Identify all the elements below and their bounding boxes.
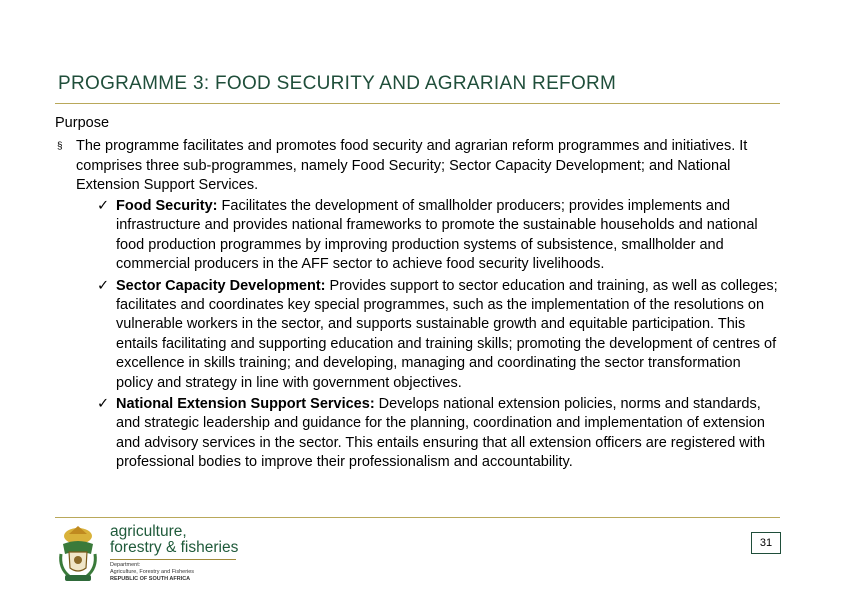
logo-line-forestry: forestry & fisheries [110, 539, 239, 556]
logo-line-agriculture: agriculture, [110, 523, 187, 540]
title-divider [55, 103, 780, 104]
purpose-bullet [55, 137, 780, 196]
department-logo [55, 522, 240, 586]
sub-programme-item [55, 277, 780, 393]
bullet-icon: § [57, 141, 63, 152]
page-number: 31 [751, 532, 781, 554]
purpose-heading: Purpose [55, 115, 110, 131]
logo-divider [110, 559, 236, 560]
sub-programme-heading: Food Security: [116, 198, 218, 214]
logo-department-label: Department: [110, 562, 141, 568]
sub-programme-text: Provides support to sector education and training, as well as colleges; facilitates and coordinates key special programmes, such as the implementation of the resolutions on vulnerable workers in the sector, and supports sustainable growth and equitable participation. This entails facilitating and supporting education and training skills; promoting the development of centres of excellence in skills training; and developing, managing and coordinating the sector transformation policy and strategy in line with government objectives. [116, 277, 778, 391]
checkmark-icon: ✓ [97, 277, 110, 294]
logo-department-name: Agriculture, Forestry and Fisheries [110, 569, 195, 575]
sub-programme-heading: National Extension Support Services: [116, 396, 375, 413]
sub-programme-text: Facilitates the development of smallholder producers; provides implements and infrastructure and provides national frameworks to promote the sustainable households and national food production programmes by improving production systems of subsistence, smallholder and commercial producers in the AFF sector to achieve food security livelihoods. [116, 198, 758, 273]
footer-divider [55, 517, 780, 518]
sub-programme-item [55, 197, 780, 275]
coat-of-arms-icon [55, 524, 101, 584]
sub-programme-text: Develops national extension policies, norms and standards, and strategic leadership and guidance for the planning, coordination and implementation of extension and advisory services in the sector. This entails ensuring that all extension officers are registered with professional bodies to improve their professionalism and accountability. [116, 396, 766, 471]
logo-country: REPUBLIC OF SOUTH AFRICA [110, 576, 191, 582]
purpose-bullet-text: The programme facilitates and promotes food security and agrarian reform programmes and initiatives. It comprises three sub-programmes, namely Food Security; Sector Capacity Development; and National Extension Support Services. [76, 138, 748, 193]
checkmark-icon: ✓ [97, 396, 110, 413]
sub-programme-heading: Sector Capacity Development: [116, 277, 326, 294]
sub-programme-item [55, 395, 780, 473]
sub-programme-list [55, 197, 780, 475]
checkmark-icon: ✓ [97, 198, 110, 214]
slide-title: PROGRAMME 3: FOOD SECURITY AND AGRARIAN REFORM [58, 73, 617, 94]
